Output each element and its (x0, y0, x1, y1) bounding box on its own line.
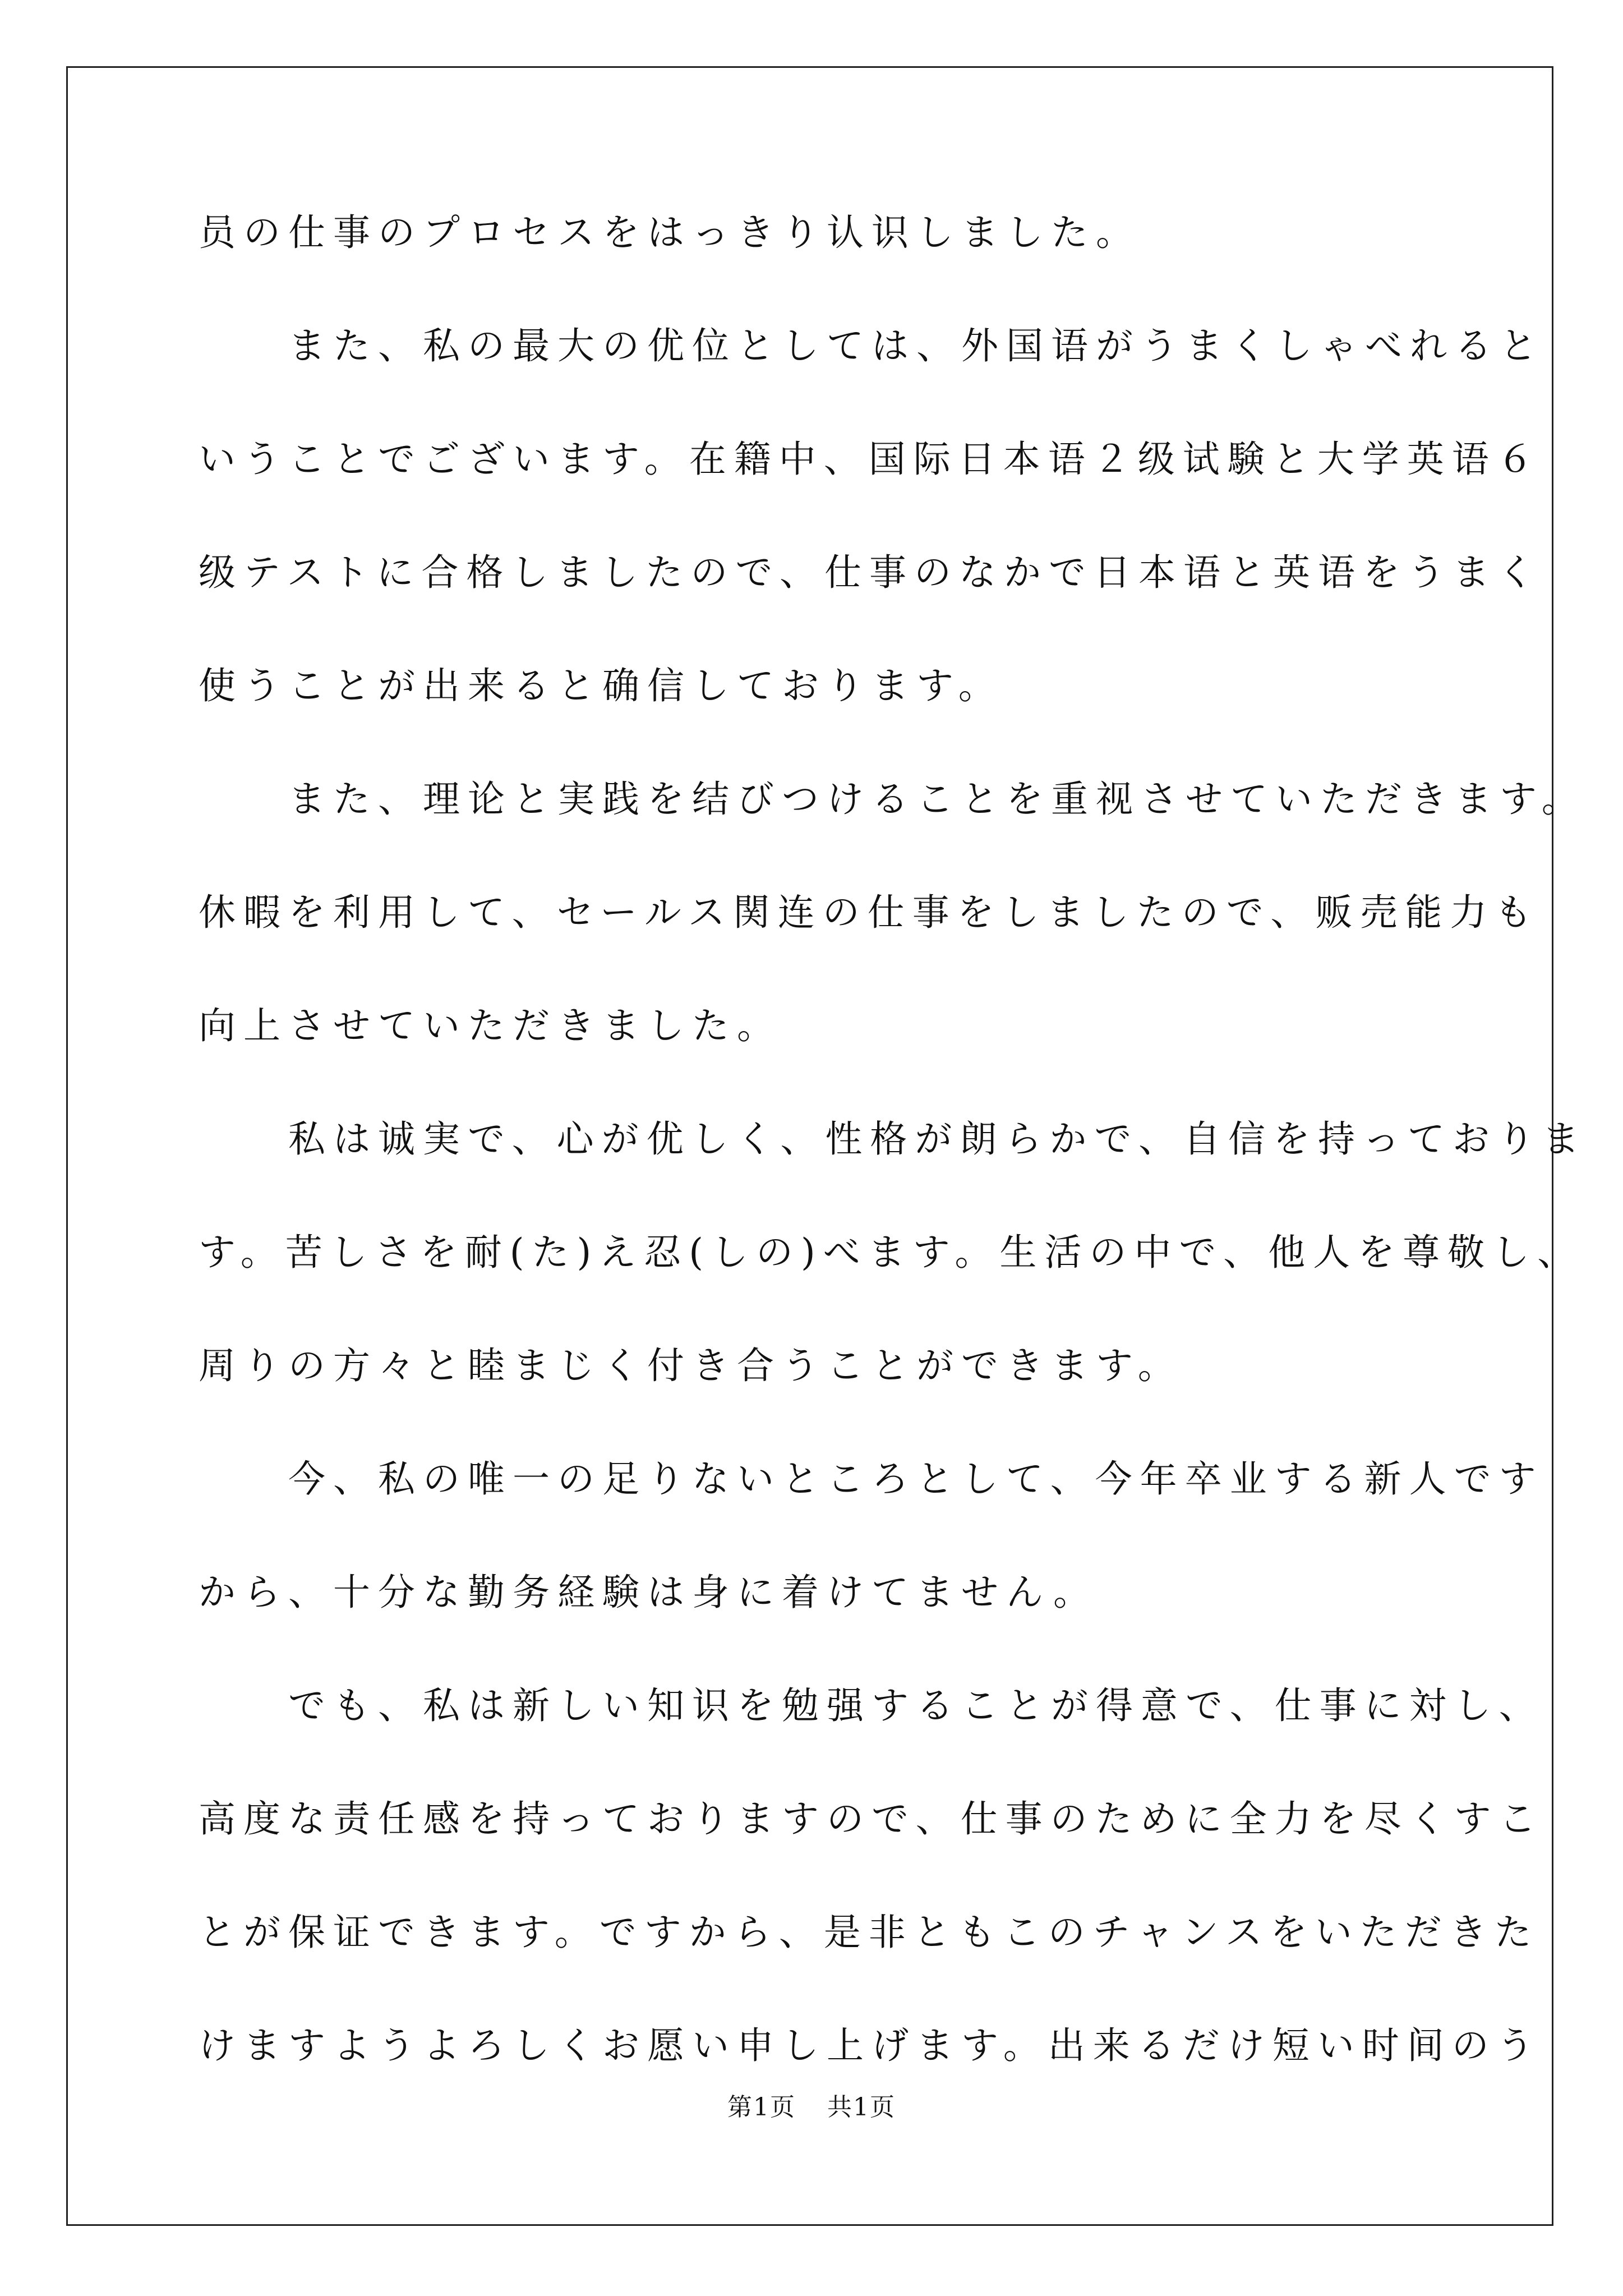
text-line: から、十分な勤务経験は身に着けてません。 (199, 1571, 1098, 1614)
text-line: す。苦しさを耐(た)え忍(しの)べます。生活の中で、他人を尊敬し、 (199, 1231, 1583, 1274)
text-line: 员の仕事のプロセスをはっきり认识しました。 (199, 211, 1141, 254)
text-line: また、私の最大の优位としては、外国语がうまくしゃべれると (199, 324, 1544, 367)
text-line: 休暇を利用して、セールス関连の仕事をしましたので、贩売能力も (199, 891, 1540, 934)
text-line: でも、私は新しい知识を勉强することが得意で、仕事に対し、 (199, 1684, 1544, 1727)
text-line: また、理论と実践を结びつけることを重视させていただきます。 (199, 777, 1587, 821)
page-number: 第1页 (727, 2093, 796, 2122)
text-line: 周りの方々と睦まじく付き合うことができます。 (199, 1344, 1183, 1387)
text-line: けますようよろしくお愿い申し上げます。出来るだけ短い时间のう (199, 2024, 1542, 2067)
text-line: 使うことが出来ると确信しております。 (199, 664, 1003, 707)
document-body (199, 208, 1588, 2134)
text-line: いうことでございます。在籍中、国际日本语２级试験と大学英语６ (199, 438, 1542, 481)
text-line: 向上させていただきました。 (199, 1004, 782, 1047)
text-line: 今、私の唯一の足りないところとして、今年卒业する新人です (199, 1457, 1544, 1501)
page-footer (0, 2087, 1623, 2123)
text-line: とが保证できます。ですから、是非ともこのチャンスをいただきた (199, 1911, 1539, 1954)
text-line: 级テストに合格しましたので、仕事のなかで日本语と英语をうまく (199, 551, 1543, 594)
text-line: 高度な责任感を持っておりますので、仕事のために全力を尽くすこ (199, 1797, 1544, 1841)
page-total: 共1页 (827, 2093, 896, 2122)
text-line: 私は诚実で、心が优しく、性格が朗らかで、自信を持っておりま (199, 1117, 1588, 1161)
